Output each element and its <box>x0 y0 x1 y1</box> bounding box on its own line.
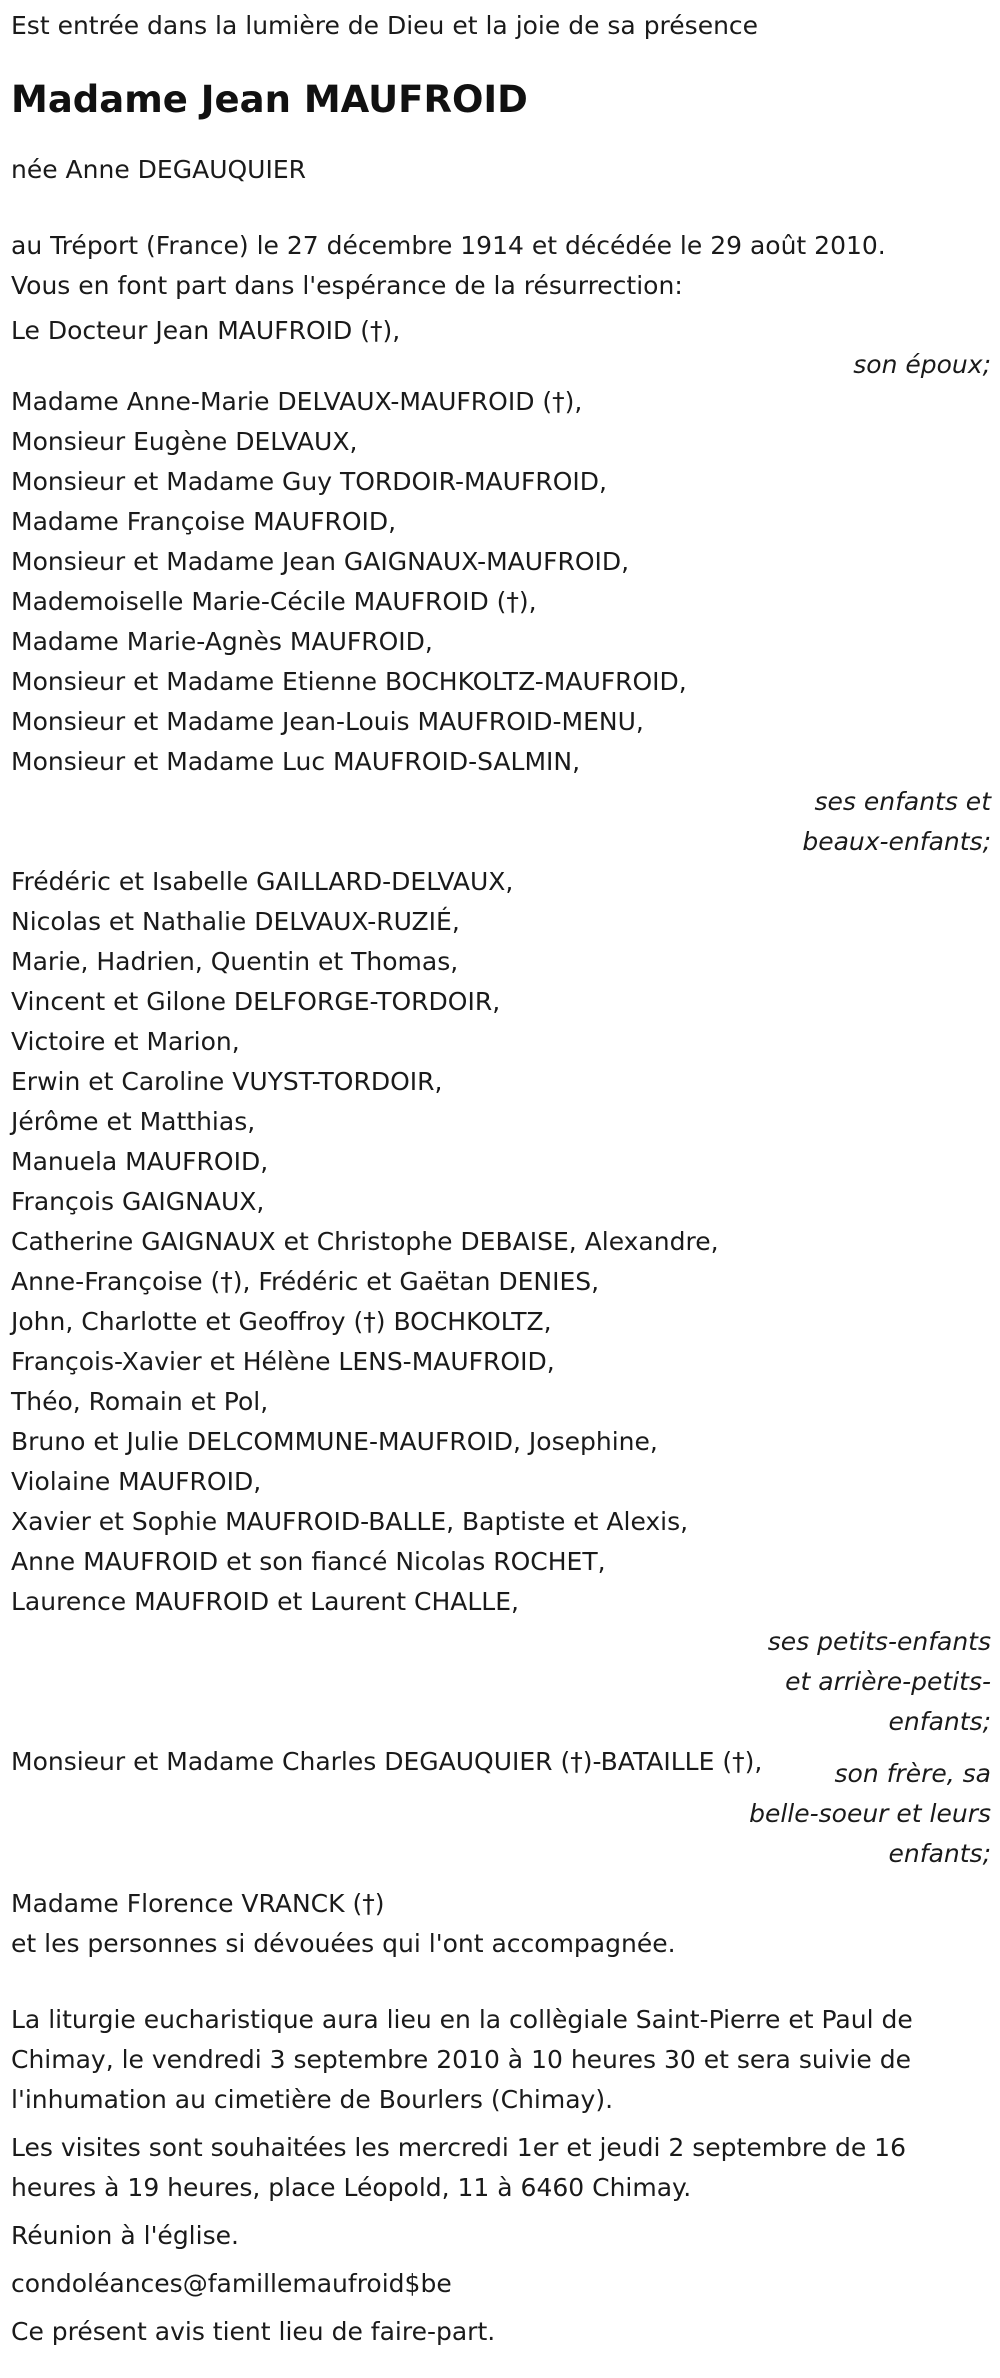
closing-note: Ce présent avis tient lieu de faire-part. <box>11 2317 496 2346</box>
intro-text: Est entrée dans la lumière de Dieu et la joie de sa présence <box>11 11 759 40</box>
grandchild-name: Anne MAUFROID et son fiancé Nicolas ROCHET, <box>11 1547 606 1576</box>
grandchild-name: Vincent et Gilone DELFORGE-TORDOIR, <box>11 987 501 1016</box>
child-name: Madame Françoise MAUFROID, <box>11 507 397 536</box>
sibling-section <box>11 1742 1000 1884</box>
child-name: Mademoiselle Marie-Cécile MAUFROID (†), <box>11 587 537 616</box>
grandchildren-relation: ses petits-enfants <box>767 1627 991 1656</box>
grandchild-name: François-Xavier et Hélène LENS-MAUFROID, <box>11 1347 555 1376</box>
children-section <box>11 382 1000 862</box>
deceased-name: Madame Jean MAUFROID <box>11 78 528 121</box>
maiden-name: née Anne DEGAUQUIER <box>11 155 307 184</box>
sibling-relation <box>749 1754 991 1874</box>
grandchild-name: Frédéric et Isabelle GAILLARD-DELVAUX, <box>11 867 514 896</box>
announcement-text: Vous en font part dans l'espérance de la résurrection: <box>11 271 683 300</box>
meeting-note: Réunion à l'église. <box>11 2221 239 2250</box>
children-relation: beaux-enfants; <box>802 827 991 856</box>
spouse-relation: son époux; <box>853 350 991 379</box>
child-name: Monsieur et Madame Jean GAIGNAUX-MAUFROID, <box>11 547 630 576</box>
sibling-relation-line: son frère, sa <box>834 1759 991 1788</box>
child-name: Monsieur et Madame Luc MAUFROID-SALMIN, <box>11 747 581 776</box>
grandchildren-relation: enfants; <box>888 1707 991 1736</box>
child-name: Madame Marie-Agnès MAUFROID, <box>11 627 433 656</box>
grandchild-name: Xavier et Sophie MAUFROID-BALLE, Baptiste et Alexis, <box>11 1507 689 1536</box>
grandchildren-relation: et arrière-petits- <box>785 1667 991 1696</box>
spouse-name: Le Docteur Jean MAUFROID (†), <box>11 316 401 345</box>
birth-death-dates: au Tréport (France) le 27 décembre 1914 et décédée le 29 août 2010. <box>11 231 886 260</box>
sibling-name: Monsieur et Madame Charles DEGAUQUIER (†)-BATAILLE (†), <box>11 1747 763 1776</box>
child-name: Monsieur et Madame Guy TORDOIR-MAUFROID, <box>11 467 607 496</box>
grandchild-name: Victoire et Marion, <box>11 1027 240 1056</box>
visits-details: Les visites sont souhaitées les mercredi 1er et jeudi 2 septembre de 16 heures à 19 heures, place Léopold, 11 à 6460 Chimay. <box>11 2133 906 2202</box>
sibling-relation-line: enfants; <box>888 1839 991 1868</box>
grandchild-name: Laurence MAUFROID et Laurent CHALLE, <box>11 1587 519 1616</box>
grandchild-name: Nicolas et Nathalie DELVAUX-RUZIÉ, <box>11 907 460 936</box>
grandchild-name: John, Charlotte et Geoffroy (†) BOCHKOLTZ, <box>11 1307 552 1336</box>
condolences-email: condoléances@famillemaufroid$be <box>11 2269 452 2298</box>
grandchild-name: Jérôme et Matthias, <box>11 1107 256 1136</box>
grandchild-name: Anne-Françoise (†), Frédéric et Gaëtan DENIES, <box>11 1267 600 1296</box>
grandchild-name: Erwin et Caroline VUYST-TORDOIR, <box>11 1067 443 1096</box>
grandchild-name: Catherine GAIGNAUX et Christophe DEBAISE, Alexandre, <box>11 1227 719 1256</box>
children-relation: ses enfants et <box>814 787 991 816</box>
liturgy-details: La liturgie eucharistique aura lieu en la collègiale Saint-Pierre et Paul de Chimay, le vendredi 3 septembre 2010 à 10 heures 30 et sera suivie de l'inhumation au cimetière de Bourlers (Chimay). <box>11 2005 913 2114</box>
other-mourner: et les personnes si dévouées qui l'ont accompagnée. <box>11 1929 676 1958</box>
child-name: Monsieur Eugène DELVAUX, <box>11 427 358 456</box>
spouse-section <box>11 314 1000 382</box>
other-mourner: Madame Florence VRANCK (†) <box>11 1889 385 1918</box>
grandchild-name: Bruno et Julie DELCOMMUNE-MAUFROID, Josephine, <box>11 1427 658 1456</box>
child-name: Monsieur et Madame Etienne BOCHKOLTZ-MAUFROID, <box>11 667 687 696</box>
grandchild-name: Marie, Hadrien, Quentin et Thomas, <box>11 947 459 976</box>
others-section <box>11 1884 1000 1964</box>
sibling-relation-line: belle-soeur et leurs <box>749 1799 991 1828</box>
child-name: Monsieur et Madame Jean-Louis MAUFROID-MENU, <box>11 707 644 736</box>
grandchildren-section <box>11 862 1000 1742</box>
grandchild-name: Manuela MAUFROID, <box>11 1147 269 1176</box>
grandchild-name: Violaine MAUFROID, <box>11 1467 262 1496</box>
child-name: Madame Anne-Marie DELVAUX-MAUFROID (†), <box>11 387 583 416</box>
grandchild-name: Théo, Romain et Pol, <box>11 1387 269 1416</box>
grandchild-name: François GAIGNAUX, <box>11 1187 265 1216</box>
